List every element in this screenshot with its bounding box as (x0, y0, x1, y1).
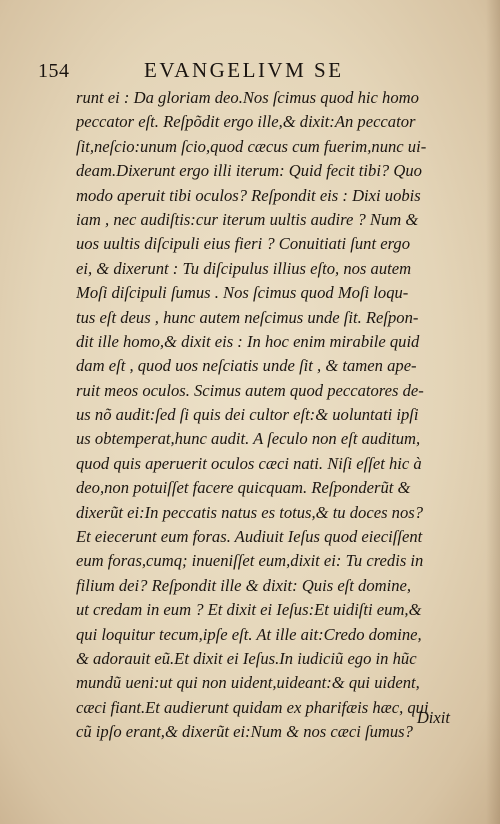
text-line: us nõ audit:ſed ſi quis dei cultor eſt:& uoluntati ipſi (76, 405, 419, 425)
text-line: uos uultis diſcipuli eius fieri ? Conuitiati ſunt ergo (76, 234, 411, 254)
text-line: ſit,neſcio:unum ſcio,quod cæcus cum fuerim,nunc ui- (76, 136, 427, 156)
page-edge-shadow (486, 0, 500, 824)
text-line: ruit meos oculos. Scimus autem quod peccatores de- (76, 380, 424, 400)
text-line: runt ei : Da gloriam deo.Nos ſcimus quod hic homo (76, 88, 419, 107)
page-number: 154 (38, 60, 70, 82)
text-line: peccator eſt. Reſpõdit ergo ille,& dixit:An peccator (76, 112, 416, 132)
text-line: iam , nec audiſtis:cur iterum uultis audire ? Num & (76, 209, 419, 229)
text-line: ut credam in eum ? Et dixit ei Ieſus:Et uidiſti eum,& (76, 600, 422, 620)
text-line: & adorauit eũ.Et dixit ei Ieſus.In iudiciũ ego in hũc (76, 648, 417, 668)
text-line: modo aperuit tibi oculos? Reſpondit eis : Dixi uobis (76, 185, 421, 205)
page-header (32, 58, 472, 82)
text-line: quod quis aperuerit oculos cæci nati. Niſi eſſet hic à (76, 453, 422, 473)
text-line: deam.Dixerunt ergo illi iterum: Quid fecit tibi? Quo (76, 161, 422, 181)
text-line: qui loquitur tecum,ipſe eſt. At ille ait:Credo domine, (76, 624, 422, 644)
text-line: dam eſt , quod uos neſciatis unde ſit , & tamen ape- (76, 356, 417, 376)
running-head: EVANGELIVM SE (144, 58, 344, 82)
body-text (76, 86, 454, 745)
text-line: us obtemperat,hunc audit. A ſeculo non eſt auditum, (76, 429, 421, 449)
text-line: deo,non potuiſſet facere quicquam. Reſponderũt & (76, 478, 411, 498)
text-line: cæci fiant.Et audierunt quidam ex pharifæis hæc, qui (76, 697, 429, 717)
text-line: Moſi diſcipuli ſumus . Nos ſcimus quod Moſi loqu- (76, 283, 409, 303)
text-line: ei, & dixerunt : Tu diſcipulus illius eſto, nos autem (76, 258, 412, 278)
text-line: filium dei? Reſpondit ille & dixit: Quis eſt domine, (76, 575, 412, 595)
text-line: dit ille homo,& dixit eis : In hoc enim mirabile quid (76, 331, 420, 351)
text-line: mundũ ueni:ut qui non uident,uideant:& qui uident, (76, 673, 420, 693)
text-line: Et eiecerunt eum foras. Audiuit Ieſus quod eieciſſent (76, 527, 423, 547)
text-line: cũ ipſo erant,& dixerũt ei:Num & nos cæci ſumus? (76, 722, 413, 742)
text-line: tus eſt deus , hunc autem neſcimus unde ſit. Reſpon- (76, 307, 419, 327)
text-line: eum foras,cumq; inueniſſet eum,dixit ei: Tu credis in (76, 551, 424, 571)
text-line: dixerũt ei:In peccatis natus es totus,& tu doces nos? (76, 502, 424, 522)
catchword: Dixit (416, 708, 450, 727)
